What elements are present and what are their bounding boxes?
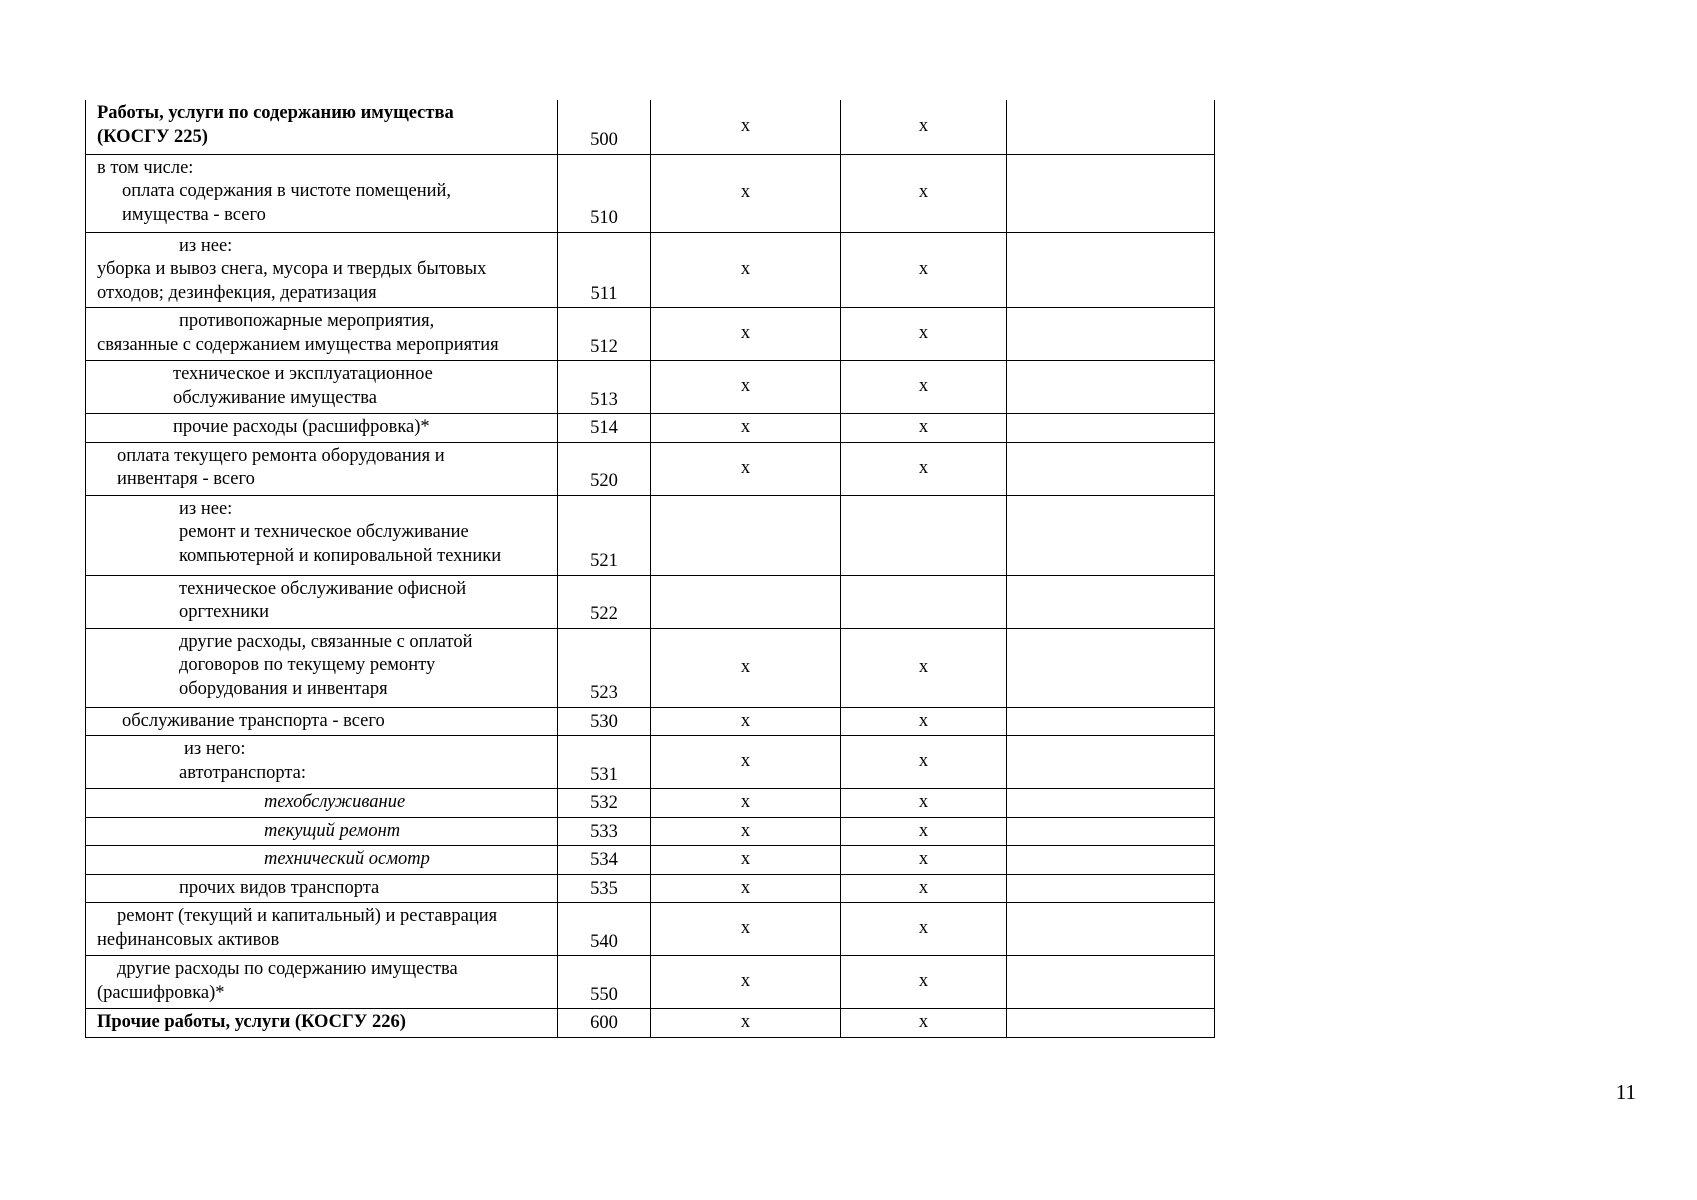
table-row (86, 495, 1215, 575)
table-row (86, 628, 1215, 707)
expenses-table (85, 100, 1215, 1038)
row-col4-cell: х (841, 361, 1007, 414)
row-name-cell (86, 575, 558, 628)
row-name-cell (86, 874, 558, 903)
row-col5-cell (1007, 956, 1215, 1009)
row-name-line: обслуживание транспорта - всего (122, 710, 385, 731)
row-col3-cell: х (651, 707, 841, 736)
row-name-line: прочих видов транспорта (179, 877, 380, 898)
table-row (86, 956, 1215, 1009)
table-row (86, 414, 1215, 443)
row-col4-cell (841, 495, 1007, 575)
row-name-cell (86, 736, 558, 789)
table-row (86, 1009, 1215, 1038)
row-name-line: текущий ремонт (264, 820, 401, 841)
row-col5-cell (1007, 628, 1215, 707)
row-code-cell: 521 (558, 495, 651, 575)
row-name-line: имущества - всего (122, 204, 266, 225)
row-name-cell (86, 442, 558, 495)
row-col5-cell (1007, 154, 1215, 232)
row-code-cell: 522 (558, 575, 651, 628)
row-name-line: инвентаря - всего (117, 469, 255, 489)
row-col5-cell (1007, 442, 1215, 495)
row-name-cell (86, 956, 558, 1009)
row-col4-cell (841, 575, 1007, 628)
row-code-cell: 550 (558, 956, 651, 1009)
row-col4-cell: х (841, 874, 1007, 903)
row-name-line: ремонт и техническое обслуживание (179, 522, 469, 542)
row-code-cell: 500 (558, 100, 651, 154)
row-name-line: оплата содержания в чистоте помещений, (122, 181, 452, 201)
row-code-cell: 520 (558, 442, 651, 495)
row-name-line: технический осмотр (264, 849, 430, 869)
row-col4-cell: х (841, 956, 1007, 1009)
row-name-cell (86, 817, 558, 846)
row-code-cell: 513 (558, 361, 651, 414)
row-code-cell: 535 (558, 874, 651, 903)
row-col4-cell: х (841, 100, 1007, 154)
row-col5-cell (1007, 903, 1215, 956)
row-name-line: техническое обслуживание офисной (179, 578, 467, 599)
row-col3-cell: х (651, 1009, 841, 1038)
row-col4-cell: х (841, 707, 1007, 736)
row-name-line: автотранспорта: (179, 762, 307, 783)
row-name-line: уборка и вывоз снега, мусора и твердых бытовых (97, 259, 487, 279)
row-code-cell: 530 (558, 707, 651, 736)
row-name-line: Прочие работы, услуги (КОСГУ 226) (97, 1012, 406, 1032)
row-col4-cell: х (841, 736, 1007, 789)
row-name-cell (86, 846, 558, 875)
row-col4-cell: х (841, 308, 1007, 361)
row-name-cell (86, 361, 558, 414)
row-name-line: (расшифровка)* (97, 982, 225, 1003)
table-row (86, 442, 1215, 495)
row-name-line: техобслуживание (264, 792, 406, 812)
table-row (86, 789, 1215, 818)
table-row (86, 707, 1215, 736)
row-col3-cell: х (651, 100, 841, 154)
row-name-line: договоров по текущему ремонту (179, 655, 436, 675)
row-name-line: из него: (184, 739, 246, 759)
row-code-cell: 512 (558, 308, 651, 361)
row-col5-cell (1007, 232, 1215, 308)
row-col3-cell: х (651, 846, 841, 875)
row-col4-cell: х (841, 414, 1007, 443)
row-name-cell (86, 308, 558, 361)
table-row (86, 575, 1215, 628)
row-col3-cell: х (651, 874, 841, 903)
row-col5-cell (1007, 100, 1215, 154)
row-name-line: из нее: (179, 498, 233, 519)
table-body (86, 100, 1215, 1037)
table-row (86, 232, 1215, 308)
row-col3-cell: х (651, 414, 841, 443)
row-col3-cell: х (651, 232, 841, 308)
row-col3-cell: х (651, 903, 841, 956)
row-col4-cell: х (841, 232, 1007, 308)
row-name-cell (86, 154, 558, 232)
row-col5-cell (1007, 361, 1215, 414)
table-row (86, 874, 1215, 903)
row-name-line: связанные с содержанием имущества мероприятия (97, 334, 499, 355)
row-name-line: компьютерной и копировальной техники (179, 545, 502, 566)
row-name-line: нефинансовых активов (97, 929, 280, 950)
row-name-line: в том числе: (97, 157, 194, 178)
page-number: 11 (1615, 1080, 1636, 1104)
table-row (86, 736, 1215, 789)
row-col4-cell: х (841, 442, 1007, 495)
row-name-line: отходов; дезинфекция, дератизация (97, 282, 377, 303)
row-col5-cell (1007, 575, 1215, 628)
row-code-cell: 600 (558, 1009, 651, 1038)
row-col3-cell: х (651, 956, 841, 1009)
row-col5-cell (1007, 414, 1215, 443)
row-code-cell: 531 (558, 736, 651, 789)
table-row (86, 361, 1215, 414)
row-code-cell: 510 (558, 154, 651, 232)
row-col4-cell: х (841, 817, 1007, 846)
row-name-line: оргтехники (179, 602, 270, 622)
table-row (86, 154, 1215, 232)
row-name-line: обслуживание имущества (173, 387, 377, 408)
row-code-cell: 540 (558, 903, 651, 956)
row-col5-cell (1007, 308, 1215, 361)
row-col5-cell (1007, 817, 1215, 846)
row-code-cell: 533 (558, 817, 651, 846)
row-name-line: техническое и эксплуатационное (173, 364, 433, 384)
row-name-line: Работы, услуги по содержанию имущества (97, 103, 454, 123)
row-col5-cell (1007, 736, 1215, 789)
row-name-cell (86, 789, 558, 818)
row-col3-cell (651, 495, 841, 575)
row-col4-cell: х (841, 789, 1007, 818)
row-col3-cell: х (651, 361, 841, 414)
row-name-line: другие расходы, связанные с оплатой (179, 631, 473, 652)
row-col3-cell: х (651, 789, 841, 818)
row-name-line: другие расходы по содержанию имущества (117, 959, 458, 979)
row-name-line: оборудования и инвентаря (179, 678, 388, 699)
row-col4-cell: х (841, 154, 1007, 232)
row-code-cell: 534 (558, 846, 651, 875)
row-col3-cell: х (651, 736, 841, 789)
row-col5-cell (1007, 789, 1215, 818)
row-col3-cell: х (651, 154, 841, 232)
row-col3-cell: х (651, 817, 841, 846)
row-col5-cell (1007, 874, 1215, 903)
row-name-cell (86, 1009, 558, 1038)
table-row (86, 817, 1215, 846)
row-name-cell (86, 707, 558, 736)
row-name-line: прочие расходы (расшифровка)* (173, 417, 430, 437)
row-name-line: ремонт (текущий и капитальный) и реставрация (117, 906, 498, 926)
row-col3-cell: х (651, 308, 841, 361)
row-col4-cell: х (841, 903, 1007, 956)
row-name-cell (86, 495, 558, 575)
row-name-cell (86, 100, 558, 154)
row-code-cell: 523 (558, 628, 651, 707)
row-name-line: (КОСГУ 225) (97, 126, 208, 147)
row-col4-cell: х (841, 1009, 1007, 1038)
row-name-cell (86, 414, 558, 443)
row-col5-cell (1007, 495, 1215, 575)
row-col5-cell (1007, 846, 1215, 875)
row-col3-cell (651, 575, 841, 628)
table-row (86, 100, 1215, 154)
row-col4-cell: х (841, 846, 1007, 875)
row-code-cell: 532 (558, 789, 651, 818)
row-col4-cell: х (841, 628, 1007, 707)
row-col3-cell: х (651, 442, 841, 495)
row-name-line: противопожарные мероприятия, (179, 311, 435, 331)
row-code-cell: 511 (558, 232, 651, 308)
row-col5-cell (1007, 707, 1215, 736)
row-name-cell (86, 232, 558, 308)
row-name-cell (86, 628, 558, 707)
row-code-cell: 514 (558, 414, 651, 443)
row-name-line: из нее: (179, 235, 233, 256)
row-name-line: оплата текущего ремонта оборудования и (117, 445, 445, 466)
table-row (86, 846, 1215, 875)
table-row (86, 308, 1215, 361)
row-col5-cell (1007, 1009, 1215, 1038)
table-row (86, 903, 1215, 956)
row-col3-cell: х (651, 628, 841, 707)
row-name-cell (86, 903, 558, 956)
